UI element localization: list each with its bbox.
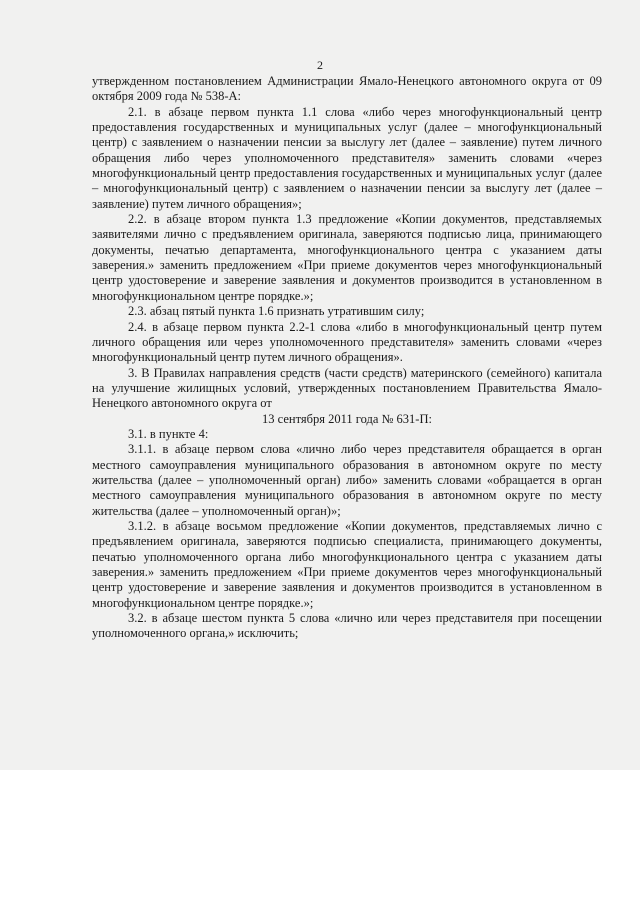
paragraph: 2.1. в абзаце первом пункта 1.1 слова «либо через многофункциональный центр предоставления государственных и муниципальных услуг (далее – многофункциональный центр) с заявлением о назначении пенсии за выслугу лет (далее – заявление) путем личного обращения либо через уполномоченного представителя» заменить словами «через многофункциональный центр предоставления государственных и муниципальных услуг (далее – многофункциональный центр) с заявлением о назначении пенсии за выслугу лет (далее – заявление) путем личного обращения»; [92, 104, 602, 211]
document-body [92, 74, 602, 642]
paragraph: 3.2. в абзаце шестом пункта 5 слова «лично или через представителя при посещении уполномоченного органа,» исключить; [92, 611, 602, 641]
paragraph: 3.1.2. в абзаце восьмом предложение «Копии документов, представляемых лично с предъявлением оригинала, заверяются подписью специалиста, принимающего документы, печатью уполномоченного органа либо многофункционального центра с указанием даты заверения.» заменить предложением «При приеме документов через многофункциональный центр удостоверение и заверение заявления и документов производится в установленном в многофункциональном центре порядке.»; [92, 518, 602, 610]
page-number: 2 [317, 58, 323, 72]
paragraph: 2.4. в абзаце первом пункта 2.2-1 слова «либо в многофункциональный центр путем личного обращения или через уполномоченного представителя» заменить словами «через многофункциональный центр путем личного обращения». [92, 319, 602, 365]
paragraph: 3. В Правилах направления средств (части средств) материнского (семейного) капитала на улучшение жилищных условий, утвержденных постановлением Правительства Ямало-Ненецкого автономного округа от [92, 365, 602, 411]
paragraph: 13 сентября 2011 года № 631-П: [262, 411, 432, 426]
paragraph: 3.1.1. в абзаце первом слова «лично либо через представителя обращается в орган местного самоуправления муниципального образования в автономном округе по месту жительства (далее – уполномоченный орган) либо» заменить словами «обращается в орган местного самоуправления муниципального образования в автономном округе по месту жительства (далее – уполномоченный орган)»; [92, 442, 602, 518]
paragraph: 2.3. абзац пятый пункта 1.6 признать утратившим силу; [128, 304, 425, 319]
paragraph: утвержденном постановлением Администрации Ямало-Ненецкого автономного округа от 09 октября 2009 года № 538-А: [92, 74, 602, 104]
paragraph: 3.1. в пункте 4: [128, 426, 209, 441]
paragraph: 2.2. в абзаце втором пункта 1.3 предложение «Копии документов, представляемых заявителями лично с предъявлением оригинала, заверяются подписью лица, принимающего документы, печатью департамента, многофункционального центра с указанием даты заверения.» заменить предложением «При приеме документов через многофункциональный центр удостоверение и заверение заявления и документов производится в установленном в многофункциональном центре порядке.»; [92, 212, 602, 303]
blank-margin [0, 770, 640, 905]
